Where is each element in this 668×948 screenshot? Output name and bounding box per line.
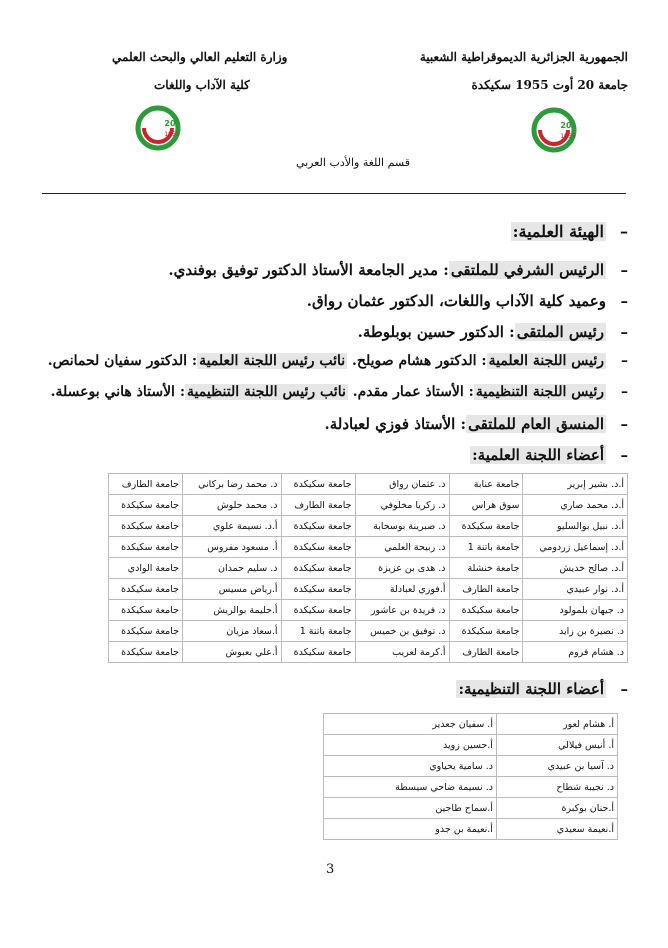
table-row	[109, 621, 628, 642]
svg-text:1955: 1955	[164, 131, 180, 138]
table-cell: جامعة الطارف	[449, 642, 523, 663]
line-scientific-committee-head: –رئيس اللجنة العلمية: الدكتور هشام صويلح. نائب رئيس اللجنة العلمية: الدكتور سفيان لحمانص.	[47, 353, 628, 369]
table-row	[324, 756, 618, 777]
table-cell: د. توفيق بن خميس	[355, 621, 449, 642]
table-cell: جامعة سكيكدة	[109, 537, 183, 558]
table-cell: د. سليم حمدان	[182, 558, 281, 579]
table-cell: أ.حنان بوكبرة	[496, 798, 617, 819]
header-divider	[42, 193, 626, 194]
page-number: 3	[326, 862, 335, 877]
table-row	[109, 558, 628, 579]
table-cell: جامعة الوادي	[109, 558, 183, 579]
table-cell: أ. هشام لعور	[496, 714, 617, 735]
table-row	[324, 798, 618, 819]
table-cell: أ. سفيان جعدير	[324, 714, 497, 735]
university-logo-left	[134, 104, 194, 152]
table-cell: د. محمد رضا بركاني	[182, 474, 281, 495]
table-cell: أ.حسين زويد	[324, 735, 497, 756]
table-cell: جامعة سكيكدة	[449, 516, 523, 537]
table-cell: د. آسيا بن عبيدي	[496, 756, 617, 777]
table-cell: أ.د. نبيل بوالسليو	[523, 516, 628, 537]
table-cell: أ.د. صالح خديش	[523, 558, 628, 579]
table-row	[109, 537, 628, 558]
faculty-name: كلية الآداب واللغات	[154, 78, 250, 92]
table-cell: جامعة باتنة 1	[449, 537, 523, 558]
table-cell: أ.نعيمة سعيدي	[496, 819, 617, 840]
line-conference-president: –رئيس الملتقى: الدكتور حسين بوبلوطة.	[357, 323, 628, 341]
svg-text:20: 20	[560, 121, 572, 130]
section-organizing-members: –أعضاء اللجنة التنظيمية:	[458, 680, 628, 698]
svg-text:20: 20	[164, 119, 176, 128]
section-scientific-body: –الهيئة العلمية:	[512, 222, 628, 241]
table-cell: أ.د. محمد صاري	[523, 495, 628, 516]
table-cell: جامعة سكيكدة	[281, 558, 355, 579]
table-cell: أ.حليمة بوالريش	[182, 600, 281, 621]
table-cell: د. محمد حلوش	[182, 495, 281, 516]
table-cell: د. ربيحة العلمي	[355, 537, 449, 558]
section-title: الهيئة العلمية:	[512, 222, 604, 241]
table-row	[109, 516, 628, 537]
table-row	[324, 714, 618, 735]
table-cell: جامعة الطارف	[109, 474, 183, 495]
table-cell: جامعة سكيكدة	[281, 537, 355, 558]
table-row	[109, 600, 628, 621]
line-general-coordinator: –المنسق العام للملتقى: الأستاذ فوزي لعبادلة.	[324, 415, 628, 433]
table-cell: د. زكريا مخلوفي	[355, 495, 449, 516]
table-row	[324, 819, 618, 840]
table-cell: أ.د. إسماعيل زردومي	[523, 537, 628, 558]
table-row	[109, 579, 628, 600]
table-cell: د. نجيبة شطاح	[496, 777, 617, 798]
table-cell: أ. مسعود مفروس	[182, 537, 281, 558]
ministry-title: وزارة التعليم العالي والبحث العلمي	[112, 50, 288, 64]
table-cell: د. جيهان بلمولود	[523, 600, 628, 621]
table-cell: جامعة سكيكدة	[281, 474, 355, 495]
table-cell: أ. أنيس فيلالي	[496, 735, 617, 756]
table-cell: جامعة سكيكدة	[109, 621, 183, 642]
table-cell: جامعة سكيكدة	[281, 642, 355, 663]
table-cell: أ.سماح طاجين	[324, 798, 497, 819]
table-cell: جامعة سكيكدة	[281, 600, 355, 621]
table-cell: جامعة سكيكدة	[109, 579, 183, 600]
table-cell: د. هشام فروم	[523, 642, 628, 663]
table-cell: جامعة سكيكدة	[109, 642, 183, 663]
republic-title: الجمهورية الجزائرية الديموقراطية الشعبية	[419, 50, 628, 64]
table-row	[324, 735, 618, 756]
table-cell: د. صبرينة بوسحابة	[355, 516, 449, 537]
scientific-members-table	[108, 473, 628, 663]
university-name: جامعة 20 أوت 1955 سكيكدة	[471, 78, 628, 92]
table-cell: جامعة الطارف	[281, 495, 355, 516]
table-cell: د. سامية يحياوي	[324, 756, 497, 777]
table-row	[324, 777, 618, 798]
table-cell: أ.سعاد مزيان	[182, 621, 281, 642]
table-cell: سوق هراس	[449, 495, 523, 516]
table-row	[109, 642, 628, 663]
table-cell: جامعة عنابة	[449, 474, 523, 495]
line-honorary-president: –الرئيس الشرفي للملتقى: مدير الجامعة الأستاذ الدكتور توفيق بوفندي.	[168, 261, 628, 279]
table-cell: جامعة الطارف	[449, 579, 523, 600]
table-cell: أ.د. بشير إبرير	[523, 474, 628, 495]
department-name: قسم اللغة والأدب العربي	[295, 156, 410, 169]
table-cell: أ.رياض مسيس	[182, 579, 281, 600]
table-cell: د. فريدة بن عاشور	[355, 600, 449, 621]
table-cell: أ.كرمة لعريب	[355, 642, 449, 663]
table-cell: د. عثمان رواق	[355, 474, 449, 495]
svg-text:1955: 1955	[560, 133, 576, 140]
table-cell: أ.د. نوار عبيدي	[523, 579, 628, 600]
table-cell: جامعة سكيكدة	[281, 579, 355, 600]
table-cell: جامعة سكيكدة	[109, 600, 183, 621]
table-cell: جامعة سكيكدة	[449, 621, 523, 642]
table-cell: جامعة سكيكدة	[281, 516, 355, 537]
table-cell: جامعة سكيكدة	[109, 495, 183, 516]
section-scientific-members: –أعضاء اللجنة العلمية:	[472, 446, 628, 464]
organizing-members-table	[323, 713, 618, 840]
table-row	[109, 474, 628, 495]
table-cell: جامعة سكيكدة	[109, 516, 183, 537]
table-cell: جامعة خنشلة	[449, 558, 523, 579]
line-dean: –وعميد كلية الآداب واللغات، الدكتور عثمان رواق.	[306, 292, 628, 310]
table-row	[109, 495, 628, 516]
table-cell: د. هدى بن عزيزة	[355, 558, 449, 579]
table-cell: جامعة سكيكدة	[449, 600, 523, 621]
line-organizing-committee-head: –رئيس اللجنة التنظيمية: الأستاذ عمار مقدم. نائب رئيس اللجنة التنظيمية: الأستاذ هاني بوعسلة.	[50, 384, 628, 400]
table-cell: د. نسيمة ضاحي سيسطة	[324, 777, 497, 798]
table-cell: د. نصيرة بن زايد	[523, 621, 628, 642]
table-cell: أ.فوزي لعبادلة	[355, 579, 449, 600]
university-logo-right	[530, 106, 590, 154]
table-cell: جامعة باتنة 1	[281, 621, 355, 642]
table-cell: أ.علي بعبوش	[182, 642, 281, 663]
table-cell: أ.نعيمة بن جدو	[324, 819, 497, 840]
table-cell: أ.د. نسيمة علوي	[182, 516, 281, 537]
